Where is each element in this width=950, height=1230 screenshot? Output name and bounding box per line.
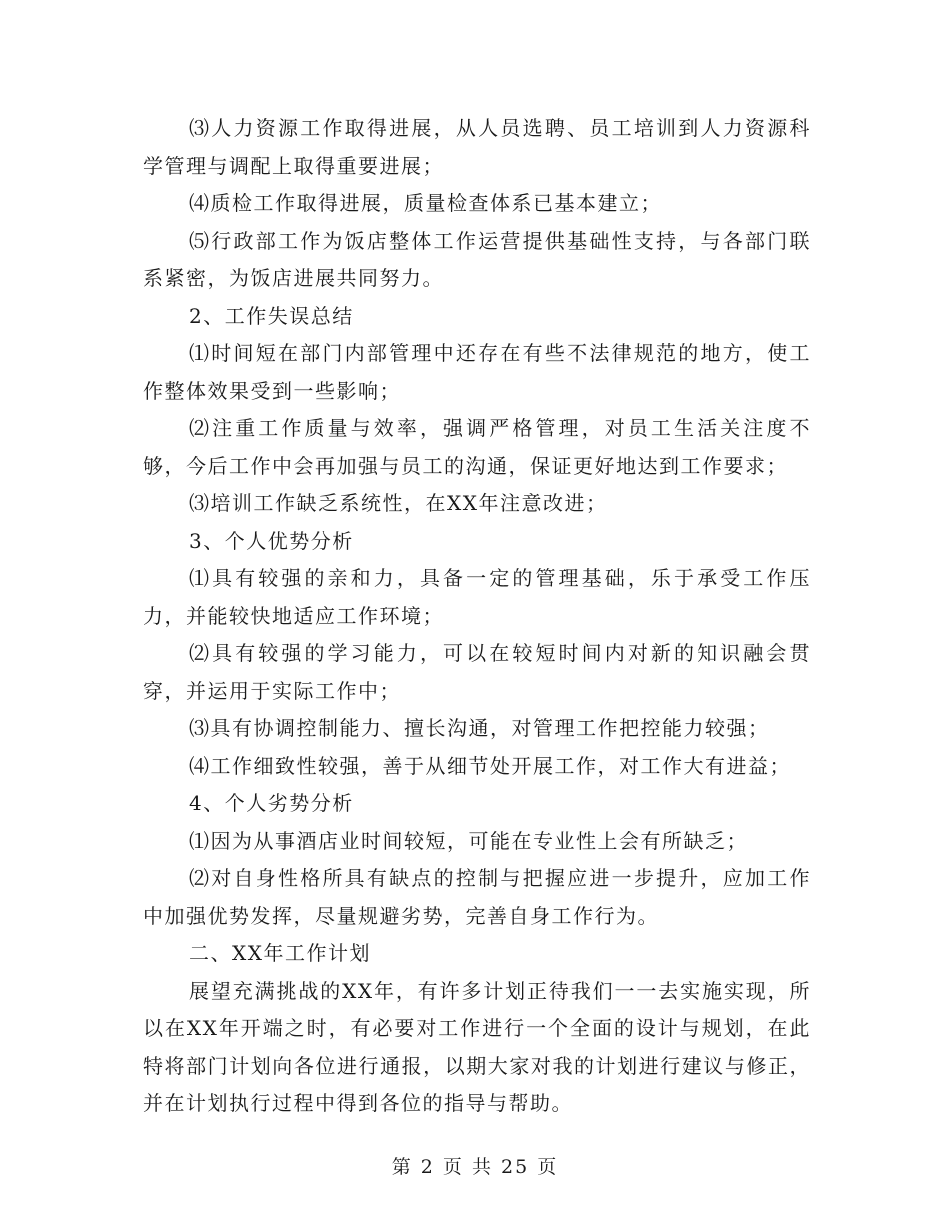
paragraph-work-plan-intro: 展望充满挑战的XX年，有许多计划正待我们一一去实施实现，所以在XX年开端之时，有必要对工作进行一个全面的设计与规划，在此特将部门计划向各位进行通报，以期大家对我的计划进行建议与修正，并在计划执行过程中得到各位的指导与帮助。 (143, 978, 811, 1115)
paragraph-mistake-1: ⑴时间短在部门内部管理中还存在有些不法律规范的地方，使工作整体效果受到一些影响； (143, 341, 811, 403)
paragraph-qc-progress: ⑷质检工作取得进展，质量检查体系已基本建立； (189, 191, 662, 215)
paragraph-admin-support: ⑸行政部工作为饭店整体工作运营提供基础性支持，与各部门联系紧密，为饭店进展共同努力。 (143, 228, 811, 290)
paragraph-strength-4: ⑷工作细致性较强，善于从细节处开展工作，对工作大有进益； (189, 753, 791, 778)
paragraph-weakness-2: ⑵对自身性格所具有缺点的控制与把握应进一步提升，应加工作中加强优势发挥，尽量规避劣势，完善自身工作行为。 (143, 866, 811, 928)
document-body (143, 110, 811, 1123)
paragraph-strength-1: ⑴具有较强的亲和力，具备一定的管理基础，乐于承受工作压力，并能较快地适应工作环境； (143, 566, 811, 628)
page-number-footer: 第 2 页 共 25 页 (391, 1156, 559, 1178)
paragraph-strength-2: ⑵具有较强的学习能力，可以在较短时间内对新的知识融会贯穿，并运用于实际工作中； (143, 641, 811, 703)
paragraph-mistake-3: ⑶培训工作缺乏系统性，在XX年注意改进； (189, 491, 608, 515)
paragraph-hr-progress: ⑶人力资源工作取得进展，从人员选聘、员工培训到人力资源科学管理与调配上取得重要进展； (143, 116, 811, 178)
heading-personal-weaknesses: 4、个人劣势分析 (189, 791, 354, 815)
heading-work-mistakes: 2、工作失误总结 (189, 303, 354, 328)
paragraph-mistake-2: ⑵注重工作质量与效率，强调严格管理，对员工生活关注度不够，今后工作中会再加强与员工的沟通，保证更好地达到工作要求； (143, 416, 811, 478)
heading-work-plan: 二、XX年工作计划 (189, 941, 371, 965)
paragraph-strength-3: ⑶具有协调控制能力、擅长沟通，对管理工作把控能力较强； (189, 716, 770, 740)
heading-personal-strengths: 3、个人优势分析 (189, 528, 354, 553)
paragraph-weakness-1: ⑴因为从事酒店业时间较短，可能在专业性上会有所缺乏； (189, 828, 748, 853)
